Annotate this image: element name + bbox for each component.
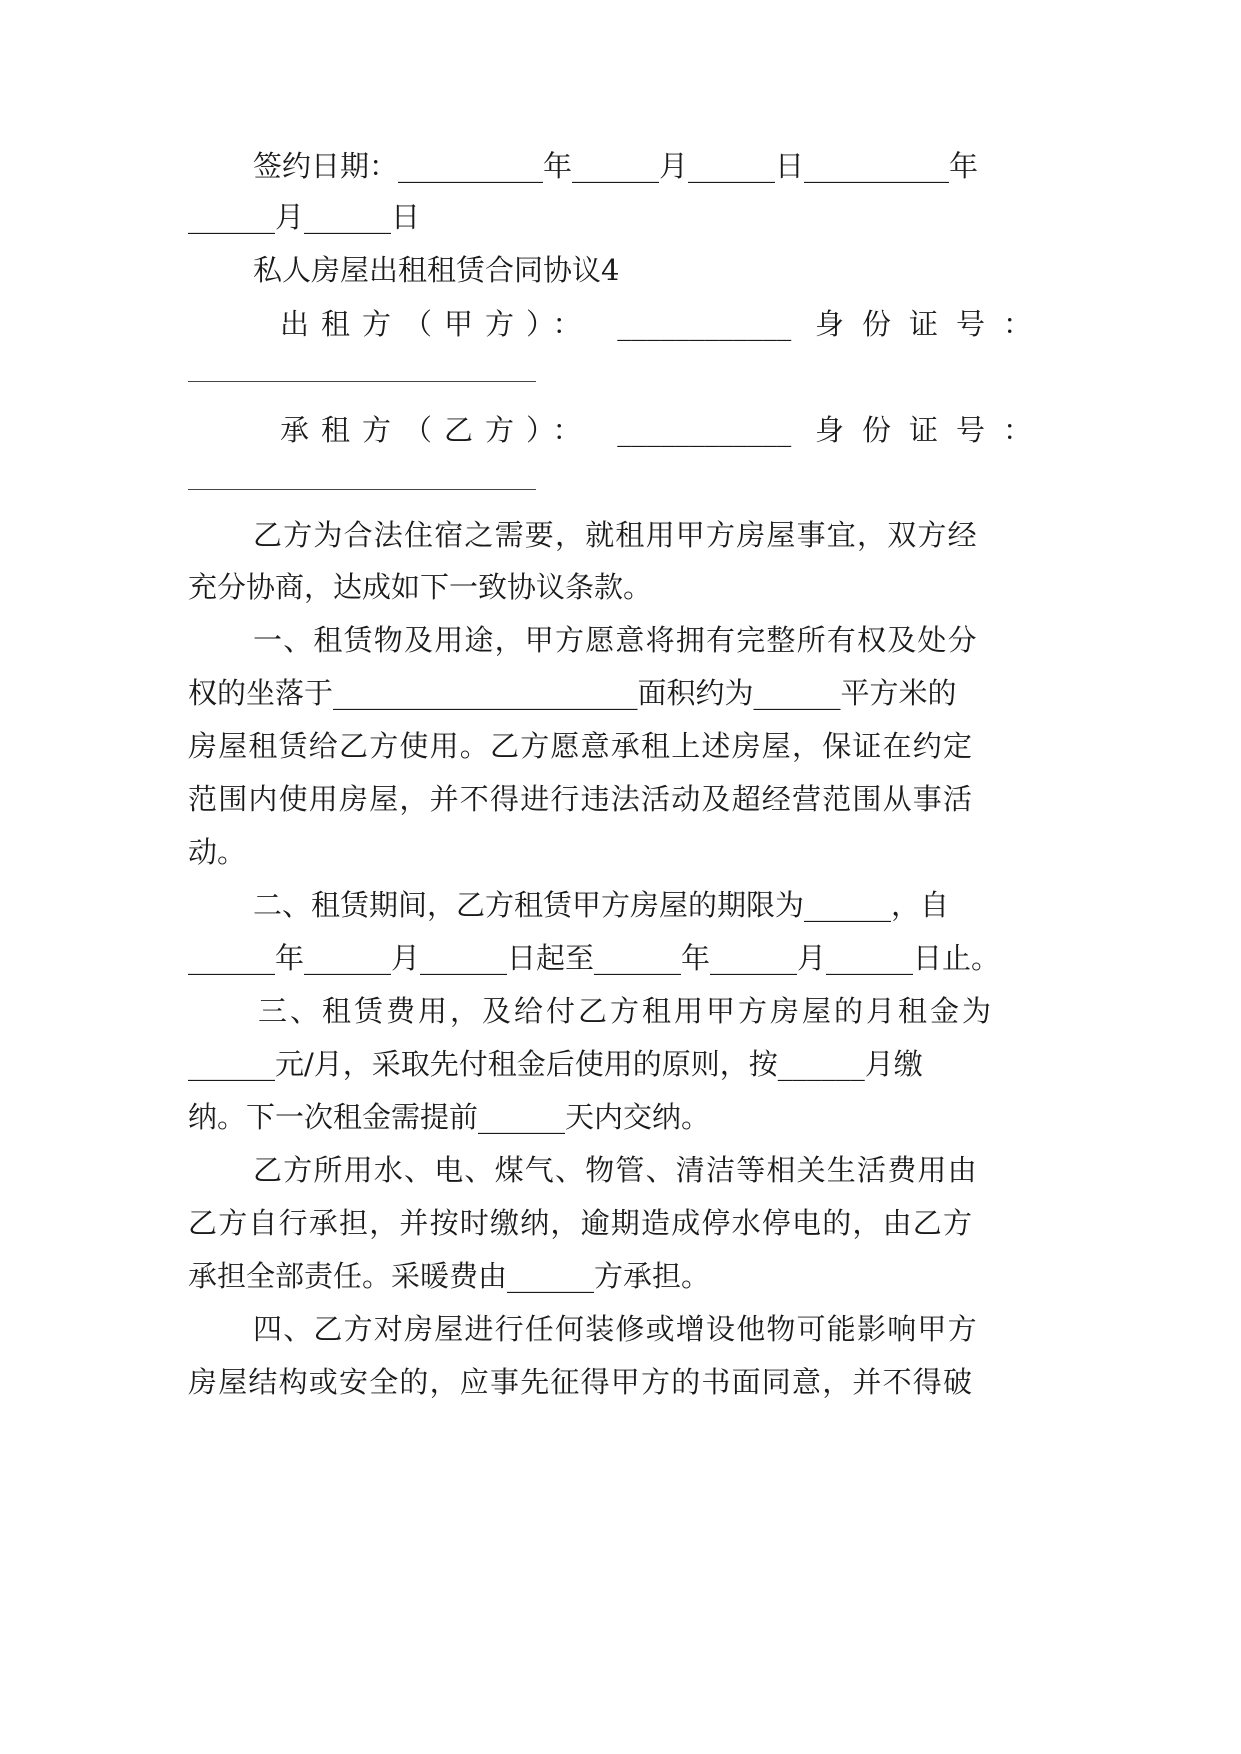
clause-1-line-3 xyxy=(188,724,1050,768)
text-line: ______月______日 xyxy=(188,200,421,234)
text-line: 乙方所用水、电、煤气、物管、清洁等相关生活费用由 xyxy=(253,1153,978,1187)
contract-title xyxy=(253,248,1115,292)
paragraph-intro-line-1 xyxy=(253,513,1050,557)
text-line: 房屋租赁给乙方使用。乙方愿意承租上述房屋，保证在约定 xyxy=(188,729,974,763)
text-line: 乙方为合法住宿之需要，就租用甲方房屋事宜，双方经 xyxy=(253,518,978,552)
text-line: 承担全部责任。采暖费由______方承担。 xyxy=(188,1259,711,1293)
text-line: 乙方自行承担，并按时缴纳，逾期造成停水停电的，由乙方 xyxy=(188,1206,974,1240)
text-line: 充分协商，达成如下一致协议条款。 xyxy=(188,570,653,604)
text-line: ______年______月______日起至______年______月______日止。 xyxy=(188,941,1001,975)
text-line: 二、租赁期间，乙方租赁甲方房屋的期限为______，自 xyxy=(253,888,950,922)
lessee-label: 承租方（乙方）： xyxy=(280,413,594,447)
text-line: 房屋结构或安全的，应事先征得甲方的书面同意，并不得破 xyxy=(188,1365,974,1399)
lessee-row xyxy=(280,408,1050,452)
text-line: 纳。下一次租金需提前______天内交纳。 xyxy=(188,1100,711,1134)
utilities-line-3 xyxy=(188,1254,1050,1298)
clause-3-line-3 xyxy=(188,1095,1050,1139)
text-line: 私人房屋出租租赁合同协议4 xyxy=(253,253,620,287)
lessee-id-rule xyxy=(188,489,536,490)
paragraph-intro-line-2 xyxy=(188,565,1050,609)
clause-4-line-2 xyxy=(188,1360,1050,1404)
clause-1-line-2 xyxy=(188,671,1050,715)
utilities-line-2 xyxy=(188,1201,1050,1245)
text-line: 一、租赁物及用途，甲方愿意将拥有完整所有权及处分 xyxy=(253,623,978,657)
clause-2-line-1 xyxy=(253,883,1050,927)
signing-date-line-cont xyxy=(188,195,1050,239)
signing-date-line xyxy=(253,144,1053,188)
clause-1-line-4 xyxy=(188,777,1050,821)
clause-4-line-1 xyxy=(253,1307,1050,1351)
text-line: ______元/月，采取先付租金后使用的原则，按______月缴 xyxy=(188,1047,923,1081)
lessor-id-rule xyxy=(188,381,536,382)
lessee-id-label: 身份证号： xyxy=(814,413,1050,447)
lessor-row xyxy=(280,302,1050,346)
clause-2-line-2 xyxy=(188,936,1050,980)
text-line: 四、乙方对房屋进行任何装修或增设他物可能影响甲方 xyxy=(253,1312,978,1346)
clause-3-line-1 xyxy=(258,989,1050,1033)
lessee-name-blank: ____________ xyxy=(617,413,792,447)
text-line: 签约日期：__________年______月______日__________年 xyxy=(253,149,979,183)
lessor-name-blank: ____________ xyxy=(617,307,792,341)
text-line: 三、租赁费用，及给付乙方租用甲方房屋的月租金为 xyxy=(258,994,995,1028)
text-line: 动。 xyxy=(188,835,247,869)
text-line: 范围内使用房屋，并不得进行违法活动及超经营范围从事活 xyxy=(188,782,974,816)
lessor-label: 出租方（甲方）： xyxy=(280,307,594,341)
text-line: 权的坐落于_____________________面积约为______平方米的 xyxy=(188,676,957,710)
clause-1-line-1 xyxy=(253,618,1050,662)
clause-3-line-2 xyxy=(188,1042,1050,1086)
clause-1-line-5 xyxy=(188,830,1050,874)
utilities-line-1 xyxy=(253,1148,1050,1192)
lessor-id-label: 身份证号： xyxy=(814,307,1050,341)
